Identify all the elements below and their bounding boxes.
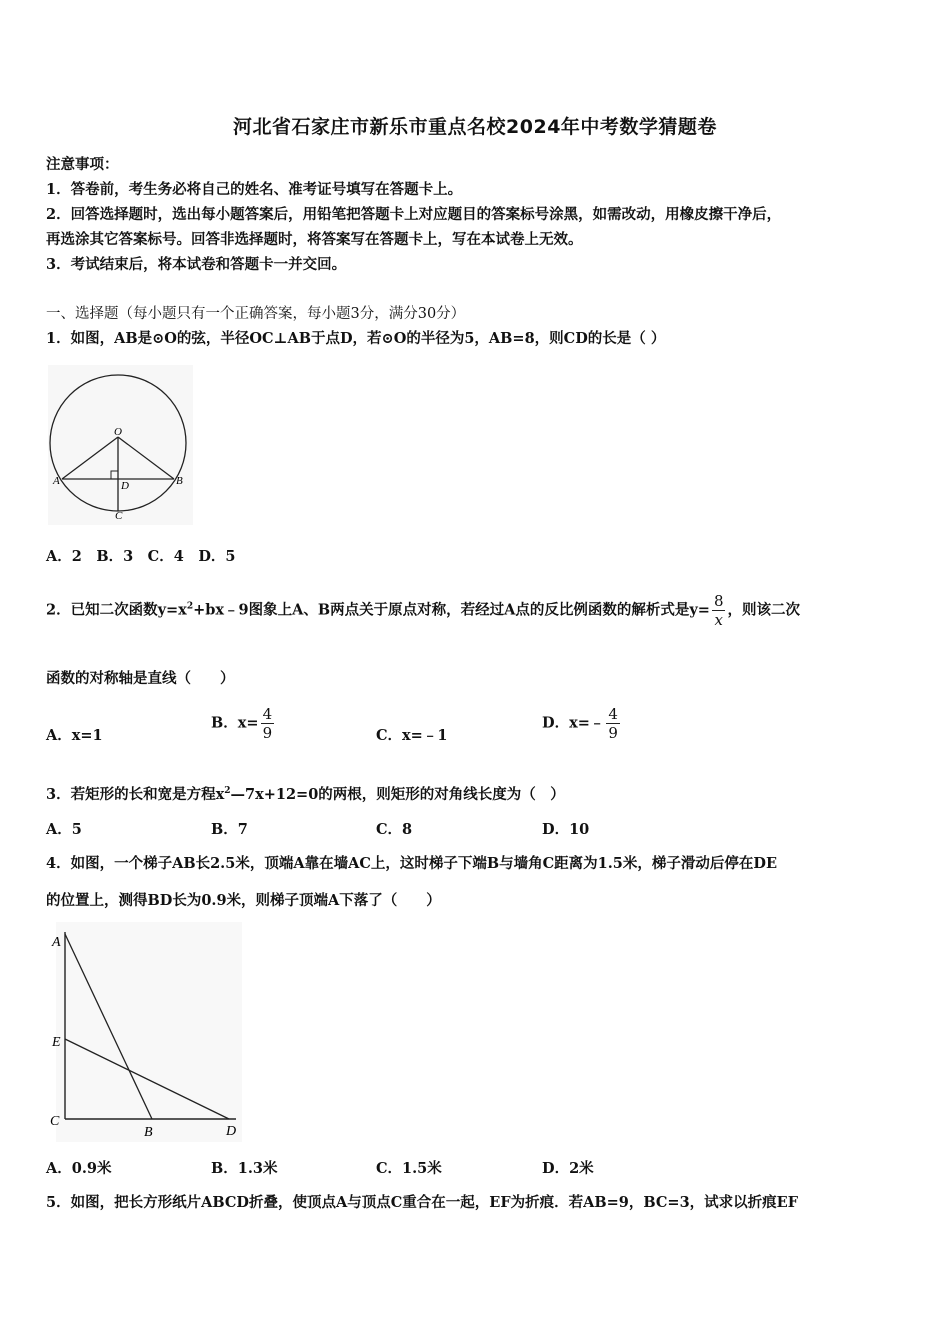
q2-option-b: B．x= $\frac{4}{9}$: [211, 705, 273, 742]
q4-options: [46, 1157, 906, 1177]
q2-stem-line2: 函数的对称轴是直线（ ）: [46, 670, 235, 687]
q3-sup: 2: [224, 786, 231, 797]
q4-ladder-figure: [46, 922, 246, 1142]
q2-stem: [46, 592, 800, 629]
q3-option-a: A．5: [46, 821, 82, 838]
notice-heading: 注意事项：: [46, 156, 119, 173]
notice-item-3: 3．考试结束后，将本试卷和答题卡一并交回。: [46, 256, 347, 273]
notice-item-1: 1．答卷前，考生务必将自己的姓名、准考证号填写在答题卡上。: [46, 181, 463, 198]
q1-options: A．2 B．3 C．4 D．5: [46, 548, 236, 565]
q2-options: [46, 705, 906, 753]
q4-label-d: D: [226, 1124, 237, 1139]
q3-stem: [46, 783, 565, 804]
q1-label-b: B: [176, 475, 183, 487]
q1-label-d: D: [121, 480, 129, 492]
q5-stem: 5．如图，把长方形纸片ABCD折叠，使顶点A与顶点C重合在一起，EF为折痕．若AB=9，BC=3，试求以折痕EF: [46, 1194, 799, 1211]
q2-frac-num: 8: [713, 592, 724, 610]
q2-frac-den: x: [714, 611, 723, 629]
q2-stem-part3: ，则该二次: [727, 601, 800, 619]
q4-label-a: A: [52, 935, 61, 950]
q1-label-c: C: [115, 510, 123, 522]
q2-option-c: C．x=﹣1: [376, 727, 448, 744]
q3-option-b: B．7: [211, 821, 248, 838]
q1-label-o: O: [114, 426, 122, 438]
q4-stem-line2: 的位置上，测得BD长为0.9米，则梯子顶端A下落了（ ）: [46, 892, 441, 909]
q2-option-d: D．x=﹣ $\frac{4}{9}$: [542, 705, 618, 742]
q4-label-c: C: [50, 1114, 60, 1129]
q4-option-d: D．2米: [542, 1160, 594, 1177]
q2-stem-part1: 2．已知二次函数y=x: [46, 601, 187, 619]
q2-fraction: [712, 592, 726, 629]
q4-option-c: C．1.5米: [376, 1160, 442, 1177]
q2-option-a: A．x=1: [46, 727, 103, 744]
notice-item-2-cont: 再选涂其它答案标号。回答非选择题时，将答案写在答题卡上，写在本试卷上无效。: [46, 231, 583, 248]
q2-stem-part2: +bx﹣9图象上A、B两点关于原点对称，若经过A点的反比例函数的解析式是y=: [193, 601, 710, 619]
q4-label-e: E: [52, 1035, 61, 1050]
q4-option-b: B．1.3米: [211, 1160, 278, 1177]
section-heading: 一、选择题（每小题只有一个正确答案，每小题3分，满分30分）: [46, 306, 466, 322]
q3-option-c: C．8: [376, 821, 413, 838]
q3-stem-part1: 3．若矩形的长和宽是方程x: [46, 786, 225, 803]
exam-title: 河北省石家庄市新乐市重点名校2024年中考数学猜题卷: [233, 116, 717, 138]
q3-stem-part2: —7x+12=0的两根，则矩形的对角线长度为（ ）: [230, 786, 565, 803]
q1-circle-figure: [48, 365, 193, 525]
q3-option-d: D．10: [542, 821, 590, 838]
notice-item-2: 2．回答选择题时，选出每小题答案后，用铅笔把答题卡上对应题目的答案标号涂黑，如需改动，用橡皮擦干净后，: [46, 206, 782, 223]
q4-option-a: A．0.9米: [46, 1160, 112, 1177]
q4-label-b: B: [144, 1125, 153, 1140]
q1-label-a: A: [53, 475, 60, 487]
q2-sup: 2: [186, 601, 194, 612]
q4-stem-line1: 4．如图，一个梯子AB长2.5米，顶端A靠在墙AC上，这时梯子下端B与墙角C距离为1.5米，梯子滑动后停在DE: [46, 855, 778, 872]
q3-options: [46, 818, 906, 838]
q1-stem: 1．如图，AB是⊙O的弦，半径OC⊥AB于点D，若⊙O的半径为5，AB=8，则CD的长是（ ）: [46, 330, 666, 347]
